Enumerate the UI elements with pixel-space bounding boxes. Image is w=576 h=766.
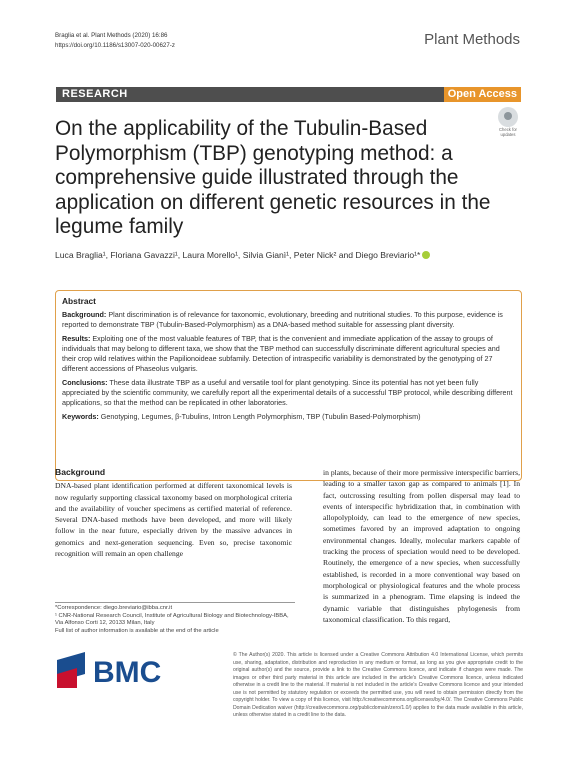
keywords-text: Genotyping, Legumes, β-Tubulins, Intron Length Polymorphism, TBP (Tubulin Based-Polymorphism) <box>100 412 421 421</box>
bmc-logo-icon <box>55 652 195 688</box>
abstract-background <box>62 310 515 330</box>
abstract-heading: Abstract <box>62 296 96 306</box>
citation-line: Braglia et al. Plant Methods (2020) 16:86 <box>55 32 168 39</box>
check-updates-line2: updates <box>500 132 516 137</box>
citation <box>55 31 175 50</box>
abstract-keywords <box>62 412 515 422</box>
open-access-badge: Open Access <box>444 87 521 102</box>
abstract-box <box>55 290 522 481</box>
results-label: Results: <box>62 334 91 343</box>
right-column-text: in plants, because of their more permissive interspecific barriers, leading to a smaller taxon gap as compared to animals [1]. In fact, outcrossing resulting from pollen dispersal may lead to events of interspecific hybridization that, in combination with allopolyploidy, can lead to the emergence of new species, sometimes favored by an improved adaptation to ongoing environmental changes. Ideally, molecular markers capable of tracking the process of speciation would need to be developed. Routinely, the emergence of a new species, when successfully established, is recorded in a more conventional way based on morphological or physiological features and the whole process is summarized in a phenogram. Time elapsing is indeed the dynamic variable that distinguishes phylogenesis from taxonomical classification. To this regard, <box>323 468 520 624</box>
doi-link[interactable]: https://doi.org/10.1186/s13007-020-00627-z <box>55 41 175 49</box>
conclusions-label: Conclusions: <box>62 378 108 387</box>
results-text: Exploiting one of the most valuable features of TBP, that is the convenient and immediate application of the assay to groups of individuals that may belong to different taxa, we show that the TBP method can successfully discriminate different agricultural species and their crop wild relatives within the Papilionoideae subfamily. Detection of intraspecific variability is demonstrated by the genotyping of 27 different accessions of Phaseolus vulgaris. <box>62 334 500 373</box>
abstract-results <box>62 334 515 374</box>
research-label: RESEARCH <box>62 88 128 100</box>
orcid-icon[interactable] <box>422 251 430 259</box>
bmc-logo <box>55 652 195 688</box>
body-column-left <box>55 467 292 559</box>
journal-name: Plant Methods <box>424 31 520 48</box>
keywords-label: Keywords: <box>62 412 99 421</box>
license-text: © The Author(s) 2020. This article is licensed under a Creative Commons Attribution 4.0 International License, which permits use, sharing, adaptation, distribution and reproduction in any medium or format, as long as you give appropriate credit to the original author(s) and the source, provide a link to the Creative Commons licence, and indicate if changes were made. The images or other third party material in this article are included in the article's Creative Commons licence, unless indicated otherwise in a credit line to the material. If material is not included in the article's Creative Commons licence and your intended use is not permitted by statutory regulation or exceeds the permitted use, you will need to obtain permission directly from the copyright holder. To view a copy of this licence, visit http://creativecommons.org/licenses/by/4.0/. The Creative Commons Public Domain Dedication waiver (http://creativecommons.org/publicdomain/zero/1.0/) applies to the data made available in this article, unless otherwise stated in a credit line to the data. <box>233 652 523 718</box>
check-updates-line1: Check for <box>499 127 517 132</box>
left-column-text: DNA-based plant identification performed at different taxonomical levels is now regularly supporting classical taxonomy based on morphological criteria and the availability of voucher specimens as certified material of reference. Several DNA-based methods have been developed, and more will likely follow in the near future, especially driven by the massive advances in genomics and next-generation sequencing. Even so, precise taxonomic recognition will remain an open challenge <box>55 481 292 559</box>
correspondence: *Correspondence: diego.breviario@ibba.cnr.it <box>55 605 173 611</box>
background-text: Plant discrimination is of relevance for taxonomic, evolutionary, breeding and nutritional studies. To this purpose, evidence is reported to demonstrate TBP (Tubulin-Based-Polymorphism) as a DNA-based method suitable for assessing plant diversity. <box>62 310 503 329</box>
author-list <box>55 250 525 260</box>
bmc-logo-text: BMC <box>93 656 162 688</box>
check-for-updates-button[interactable] <box>495 107 521 135</box>
check-updates-icon <box>498 107 518 127</box>
authors-text: Luca Braglia¹, Floriana Gavazzi¹, Laura Morello¹, Silvia Gianì¹, Peter Nick² and Diego Breviario¹* <box>55 250 421 260</box>
article-title: On the applicability of the Tubulin-Based Polymorphism (TBP) genotyping method: a comprehensive guide illustrated through the application on different genetic resources in the legume family <box>55 117 491 238</box>
conclusions-text: These data illustrate TBP as a useful and versatile tool for plant genotyping. Since its potential has not yet been fully appreciated by the scientific community, we carefully report all the experimental details of a successful TBP protocol, while describing different applications, so that the method can be replicated in other laboratories. <box>62 378 513 407</box>
section-heading: Background <box>55 467 106 477</box>
affiliation: ¹ CNR-National Research Council, Institute of Agricultural Biology and Biotechnology-IBBA, Via Alfonso Corti 12, 20133 Milan, Italy <box>55 612 289 627</box>
body-column-right <box>323 467 520 625</box>
abstract-conclusions <box>62 378 515 408</box>
article-type-banner <box>56 87 521 102</box>
footnote <box>55 602 295 635</box>
background-label: Background: <box>62 310 107 319</box>
author-info-note: Full list of author information is available at the end of the article <box>55 627 219 634</box>
